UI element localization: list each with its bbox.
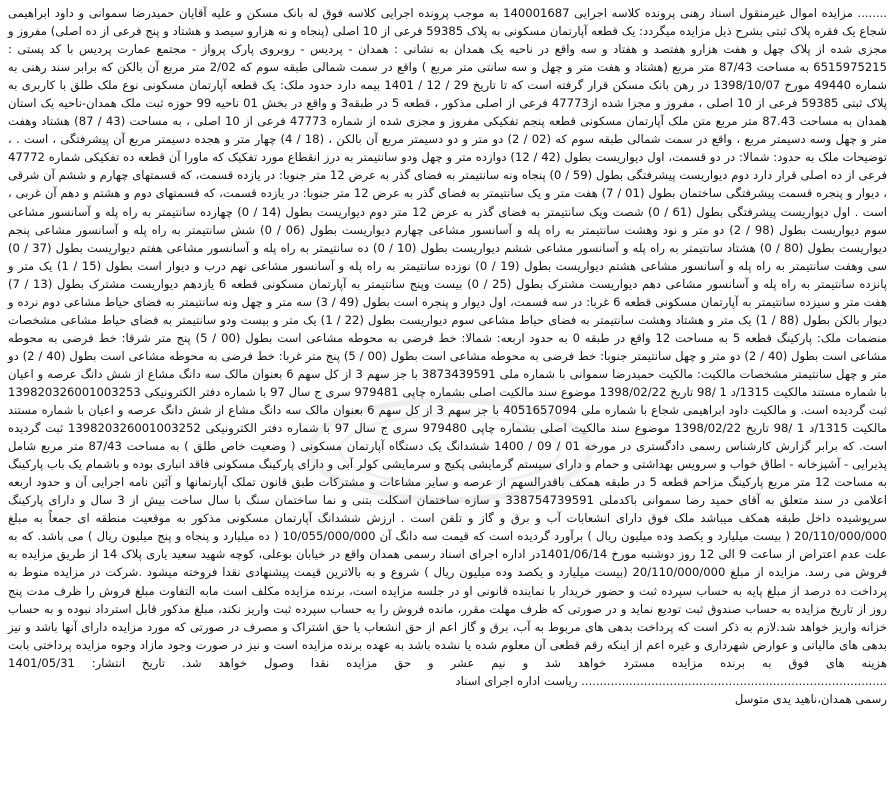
notice-signature: رسمی همدان،ناهید یدی متوسل — [734, 691, 887, 706]
auction-notice — [8, 4, 887, 708]
notice-body: ........ مزایده اموال غیرمنقول اسناد رهنی پرونده کلاسه اجرایی 140001687 به موجب پرونده اجرایی کلاسه فوق له بانک مسکن و علیه آقایان حمیدرضا سموانی و داود ابراهیمی شجاع یک فقره پلاک ثبتی بشرح ذیل مزایده میگردد: یک قطعه آپارتمان مسکونی به پلاک 59385 فرعی از 10 اصلی (پنجاه و نه هزارو سیصد و هشتاد و پنج فرعی از ده اصلی) مفروز و مجزی شده از پلاک چهل و هفت هزارو هفتصد و هفتاد و سه واقع در ناحیه یک همدان به نشانی : همدان - پردیس - روبروی پارک پرواز - مجتمع عمارت پردیس با کد پستی : 6515975215 به مساحت 87/43 متر مربع (هشتاد و هفت متر و چهل و سه سانتی متر مربع ) واقع در سمت شمالی طبقه سوم که 2/02 متر مربع آن بالکن که برابر سند رهنی به شماره 49440 مورخ 1398/10/07 در رهن بانک مسکن قرار گرفته است که تا تاریخ 29 / 12 / 1401 بیمه دارد حدود ملک: یک قطعه آپارتمان مسکونی نوع ملک طلق با کاربری به پلاک ثبتی 59385 فرعی از 10 اصلی ، مفروز و مجزا شده از47773 فرعی از اصلی مذکور ، قطعه 5 در طبقه3 و واقع در بخش 01 ناحیه 99 حوزه ثبت ملک همدان-ناحیه یک استان همدان به مساحت 87.43 متر مربع متن ملک آپارتمان مسکونی قطعه پنجم تفکیکی مفروز و مجزی شده از شماره 47773 فرعی از 10 اصلی ، به مساحت (43 / 87) هشتاد وهفت متر و چهل وسه دسیمتر مربع ، واقع در سمت شمالی طبقه سوم که (02 / 2) دو متر و دو دسیمتر مربع آن بالکن ، (18 / 4) چهار متر و هجده دسیمتر مربع آن پیشرفتگی ، است . ، توضیحات ملک به حدود: شمالا: در دو قسمت، اول دیواریست بطول (42 / 12) دوازده متر و چهل ودو سانتیمتر به درز انقطاع مورد تفکیک که ماورا آن قطعه ده تفکیکی شماره 47772 فرعی از ده اصلی قرار دارد دوم دیواریست پیشرفتگی بطول (59 / 0) پنجاه ونه سانتیمتر به فضای گذر به عرض 12 متر جنوبا: در یازده قسمت، که قسمتهای چهارم و ششم آن شرقی ، دیوار و پنجره قسمت پیشرفتگی ساختمان بطول (01 / 7) هفت متر و یک سانتیمتر به فضای گذر به عرض 12 متر جنوبا: در یازده قسمت، که قسمتهای دوم و هشتم و دهم آن غربی ، است . اول دیواریست پیشرفتگی بطول (61 / 0) شصت ویک سانتیمتر به فضای گذر به عرض 12 متر دوم دیواریست بطول (14 / 0) چهارده سانتیمتر به راه پله و آسانسور مشاعی سوم دیواریست بطول (98 / 2) دو متر و نود وهشت سانتیمتر به راه پله و آسانسور مشاعی چهارم دیواریست بطول (06 / 0) شش سانتیمتر به راه پله و آسانسور مشاعی پنجم دیواریست بطول (80 / 0) هشتاد سانتیمتر به راه پله و آسانسور مشاعی ششم دیواریست بطول (10 / 0) ده سانتیمتر به راه پله و آسانسور مشاعی هفتم دیواریست بطول (37 / 0) سی وهفت سانتیمتر به راه پله و آسانسور مشاعی هشتم دیواریست بطول (19 / 0) نوزده سانتیمتر به راه پله و آسانسور مشاعی نهم درب و دیوار است بطول (15 / 1) یک متر و پانزده سانتیمتر به راه پله و آسانسور مشاعی دهم دیواریست مشترک بطول (25 / 0) بیست وپنج سانتیمتر به آپارتمان مسکونی قطعه 6 یازدهم دیواریست مشترک بطول (13 / 7) هفت متر و سیزده سانتیمتر به آپارتمان مسکونی قطعه 6 غربا: در سه قسمت، اول دیوار و پنجره است بطول (49 / 3) سه متر و چهل ونه سانتیمتر به فضای حیاط مشاعی دوم نرده و دیوار بالکن بطول (88 / 1) یک متر و هشتاد وهشت سانتیمتر به فضای حیاط مشاعی سوم دیواریست بطول (22 / 1) یک متر و بیست ودو سانتیمتر به فضای حیاط مشاعی مشخصات منضمات ملک: پارکینگ قطعه 5 به مساحت 12 واقع در طبقه 0 به حدود اربعه: شمالا: خط فرضی به محوطه مشاعی است بطول (00 / 5) پنج متر شرقا: خط فرضی به محوطه مشاعی است بطول (40 / 2) دو متر و چهل سانتیمتر جنوبا: خط فرضی به محوطه مشاعی است بطول (00 / 5) پنج متر غربا: خط فرضی به محوطه مشاعی است بطول (40 / 2) دو متر و چهل سانتیمتر مشخصات مالکیت: مالکیت حمیدرضا سموانی با شماره ملی 3873439591 با جز سهم 3 از کل سهم 6 بعنوان مالک سه دانگ مشاع از شش دانگ عرصه و اعیان با شماره مستند مالکیت 1315/د 1 /98 تاریخ 1398/02/22 موضوع سند مالکیت اصلی بشماره چاپی 979481 سری ج سال 97 با شماره دفتر الکترونیکی 139820326001003253 ثبت گردیده است. و مالکیت داود ابراهیمی شجاع با شماره ملی 4051657094 با جز سهم 3 از کل سهم 6 بعنوان مالک سه دانگ مشاع از شش دانگ عرصه و اعیان با شماره مستند مالکیت 1315/د 1 /98 تاریخ 1398/02/22 موضوع سند مالکیت اصلی بشماره چاپی 979480 سری ج سال 97 با شماره دفتر الکترونیکی 139820326001003252 ثبت گردیده است. که برابر گزارش کارشناس رسمی دادگستری در مورخه 01 / 09 / 1400 ششدانگ یک دستگاه آپارتمان مسکونی ( وضعیت خاص طلق ) به مساحت 87/43 متر مربع شامل پذیرایی - آشپزخانه - اطاق خواب و سرویس بهداشتی و حمام و دارای سیستم گرمایشی پکیج و سرمایشی کولر آبی و دارای پارکینگ مسکونی فاقد انباری بوده و باشمام یک باب پارکینگ به مساحت 12 متر مربع پارکینگ مزاحم قطعه 5 در طبقه همکف باقدرالسهم از عرصه و سایر مشاعات و مشترکات طبق قانون تملک آپارتمانها و آئین نامه اجرایی آن و حدود اربعه اعلامی در سند متعلق به آقای حمید رضا سموانی باکدملی 338754739591 و سازه ساختمان اسکلت بتنی و نما ساختمان سنگ با سال ساخت بیش از 3 سال و دارای پارکینگ سرپوشیده داخل طبقه همکف میباشد ملک فوق دارای انشعابات آب و برق و گاز و تلفن است . ارزش ششدانگ آپارتمان مسکونی مذکور به موقعیت منطقه ای جمعاً به مبلغ 20/110/000/000 ( بیست میلیارد و یکصد وده میلیون ریال ) برآورد گردیده است که قیمت سه دانگ آن 10/055/000/000 ( ده میلیارد و پنجاه و پنج میلیون ریال ) می باشد. که به علت عدم اعتراض از ساعت 9 الی 12 روز دوشنبه مورخ 1401/06/14در اداره اجرای اسناد رسمی همدان واقع در خیابان بوعلی، کوچه شهید سعید یاری پلاک 14 از طریق مزایده به فروش می رسد. مزایده از مبلغ 20/110/000/000 (بیست میلیارد و یکصد وده میلیون ریال ) شروع و به بالاترین قیمت پیشنهادی نقدا فروخته میشود .شرکت در مزایده منوط به پرداخت ده درصد از مبلغ پایه به حساب سپرده ثبت و حضور خریدار با نماینده قانونی او در جلسه مزایده است، برنده مزایده مکلف است مابه التفاوت مبلغ فروش را ظرف مدت پنج روز از تاریخ مزایده به حساب صندوق ثبت تودیع نماید و در صورتی که ظرف مهلت مقرر، مانده فروش را به حساب سپرده ثبت واریز نکند، مبلغ مذکور قابل استرداد نبوده و به حساب خزانه واریز خواهد شد.لازم به ذکر است که پرداخت بدهی های مربوط به آب، برق و گاز اعم از حق انشعاب یا حق اشتراک و مصرف در صورتی که مورد مزایده دارای آنها باشد و نیز بدهی های مالیاتی و عوارض شهرداری و غیره اعم از اینکه رقم قطعی آن معلوم شده یا نشده باشد به عهده برنده مزایده است و نیز در صورت وجود مازاد وجوه مزایده پرداختی بابت هزینه های فوق به برنده مزایده مسترد خواهد شد و نیم عشر و حق مزایده نقدا وصول خواهد شد. تاریخ انتشار: 1401/05/31 ................................................................................... ریاست اداره اجرای اسناد — [8, 6, 888, 688]
